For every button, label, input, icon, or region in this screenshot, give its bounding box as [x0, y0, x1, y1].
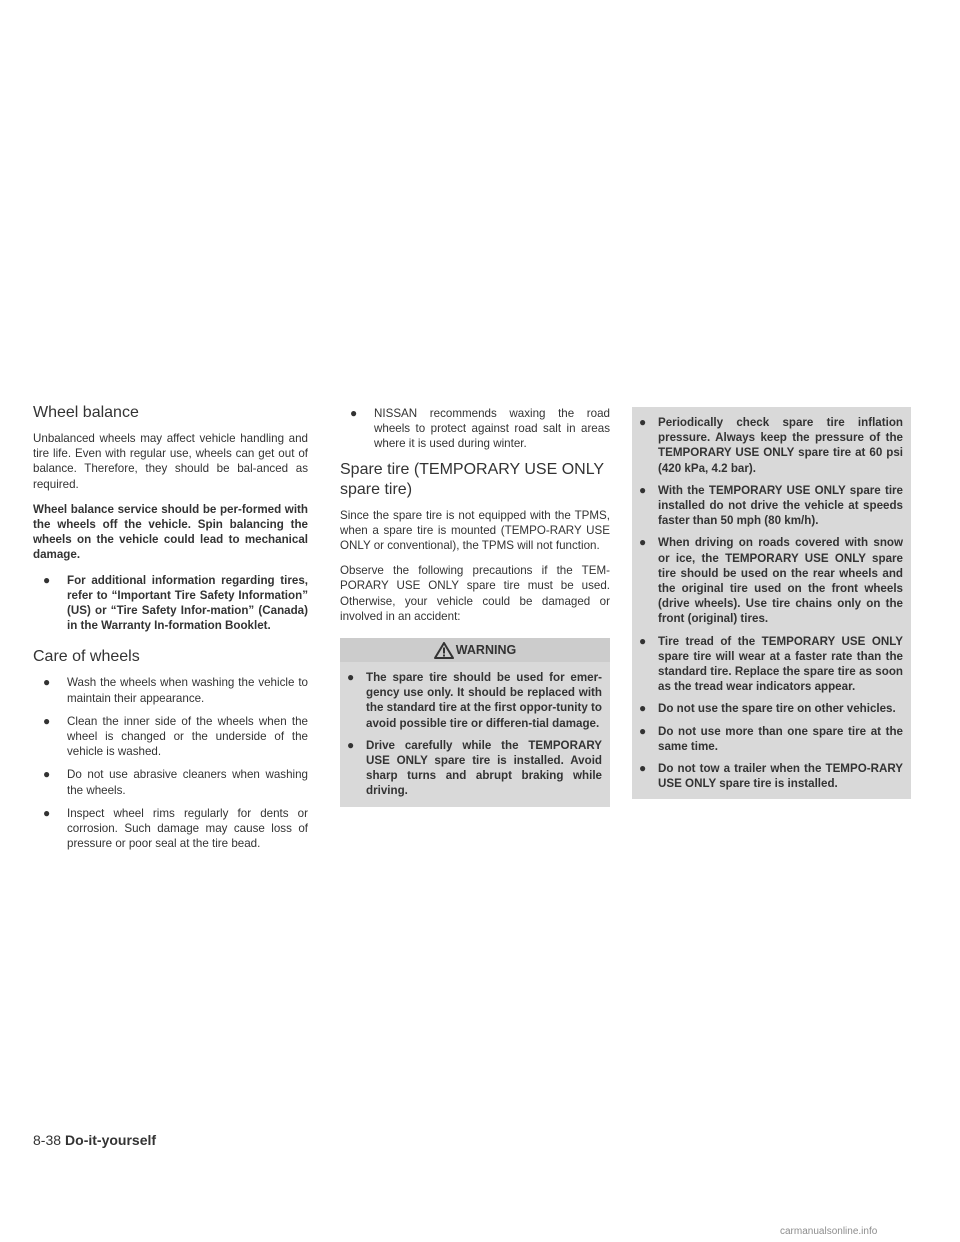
list-item: ● Do not tow a trailer when the TEMPO-RARY USE ONLY spare tire is installed. [639, 761, 903, 791]
list-item: ● With the TEMPORARY USE ONLY spare tire installed do not drive the vehicle at speeds faster than 50 mph (80 km/h). [639, 482, 903, 528]
warning-box [340, 638, 610, 807]
page-footer [33, 1132, 156, 1148]
care-of-wheels-list [33, 675, 308, 851]
bullet-icon: ● [639, 761, 647, 776]
spare-tire-paragraph-1: Since the spare tire is not equipped with the TPMS, when a spare tire is mounted (TEMPO-RARY USE ONLY or conventional), the TPMS will not function. [340, 508, 610, 553]
section-heading-care-of-wheels: Care of wheels [33, 648, 140, 666]
bullet-icon: ● [43, 675, 51, 690]
column-middle [340, 403, 610, 807]
bullet-icon: ● [350, 406, 358, 420]
column-left [33, 403, 308, 859]
warning-continued-bullet-list [638, 415, 903, 791]
bullet-icon: ● [43, 805, 51, 820]
wheel-balance-bullet-list [33, 573, 308, 634]
list-item: ● Do not use the spare tire on other vehicles. [639, 701, 896, 716]
watermark: carmanualsonline.info [780, 1226, 878, 1237]
bullet-icon: ● [639, 633, 647, 648]
section-heading-spare-tire: Spare tire (TEMPORARY USE ONLY spare tire) [340, 460, 604, 498]
bullet-icon: ● [639, 535, 647, 550]
bullet-icon: ● [639, 482, 647, 497]
list-item: ● Tire tread of the TEMPORARY USE ONLY spare tire will wear at a faster rate than the standard tire. Replace the spare tire as soon as the tread wear indicators appear. [639, 633, 903, 694]
continued-bullet-list [340, 406, 610, 452]
wheel-balance-paragraph: Unbalanced wheels may affect vehicle handling and tire life. Even with regular use, wheels can get out of balance. Therefore, they should be bal-anced as required. [33, 432, 308, 491]
warning-header [340, 638, 610, 662]
list-item: ● Periodically check spare tire inflation pressure. Always keep the pressure of the TEMPORARY USE ONLY spare tire at 60 psi (420 kPa, 4.2 bar). [639, 415, 903, 475]
list-item: ● When driving on roads covered with snow or ice, the TEMPORARY USE ONLY spare tire should be used on the rear wheels and the original tire used on the front wheels (drive wheels). Use tire chains only on the front (original) tires. [639, 535, 903, 626]
bullet-icon: ● [347, 737, 355, 752]
list-item: ● Drive carefully while the TEMPORARY USE ONLY spare tire is installed. Avoid sharp turns and abrupt braking while driving. [347, 737, 602, 798]
list-item: ● For additional information regarding tires, refer to “Important Tire Safety Information” (US) or “Tire Safety Infor-mation” (Canada) in the Warranty In-formation Booklet. [43, 572, 308, 633]
wheel-balance-bold-paragraph: Wheel balance service should be per-formed with the wheels off the vehicle. Spin balancing the wheels on the vehicle could lead to mechanical damage. [33, 502, 308, 562]
warning-label: WARNING [455, 643, 517, 658]
list-item: ● NISSAN recommends waxing the road wheels to protect against road salt in areas where it is used during winter. [350, 406, 610, 451]
list-item: ● Wash the wheels when washing the vehicle to maintain their appearance. [43, 675, 308, 705]
bullet-icon: ● [639, 701, 647, 716]
spare-tire-paragraph-2: Observe the following precautions if the TEM-PORARY USE ONLY spare tire must be used. Otherwise, your vehicle could be damaged or involved in an accident: [340, 564, 610, 623]
bullet-icon: ● [43, 713, 51, 728]
bullet-icon: ● [43, 767, 51, 782]
warning-triangle-icon [434, 642, 454, 659]
bullet-icon: ● [347, 670, 355, 685]
bullet-icon: ● [639, 415, 647, 429]
list-item: ● Clean the inner side of the wheels when the wheel is changed or the underside of the vehicle is washed. [43, 713, 308, 759]
list-item: ● The spare tire should be used for emer-gency use only. It should be replaced with the standard tire at the first oppor-tunity to avoid possible tire or differen-tial damage. [347, 670, 602, 730]
list-item: ● Inspect wheel rims regularly for dents or corrosion. Such damage may cause loss of pressure or poor seal at the tire bead. [43, 805, 308, 851]
page-number: 8-38 [33, 1132, 62, 1148]
warning-bullet-list [346, 670, 602, 799]
section-name: Do-it-yourself [65, 1132, 157, 1148]
list-item: ● Do not use more than one spare tire at the same time. [639, 723, 903, 753]
bullet-icon: ● [43, 572, 51, 587]
column-right [632, 407, 911, 799]
bullet-icon: ● [639, 723, 647, 738]
warning-box-continued [632, 407, 911, 799]
list-item: ● Do not use abrasive cleaners when washing the wheels. [43, 767, 308, 797]
section-heading-wheel-balance: Wheel balance [33, 404, 139, 421]
